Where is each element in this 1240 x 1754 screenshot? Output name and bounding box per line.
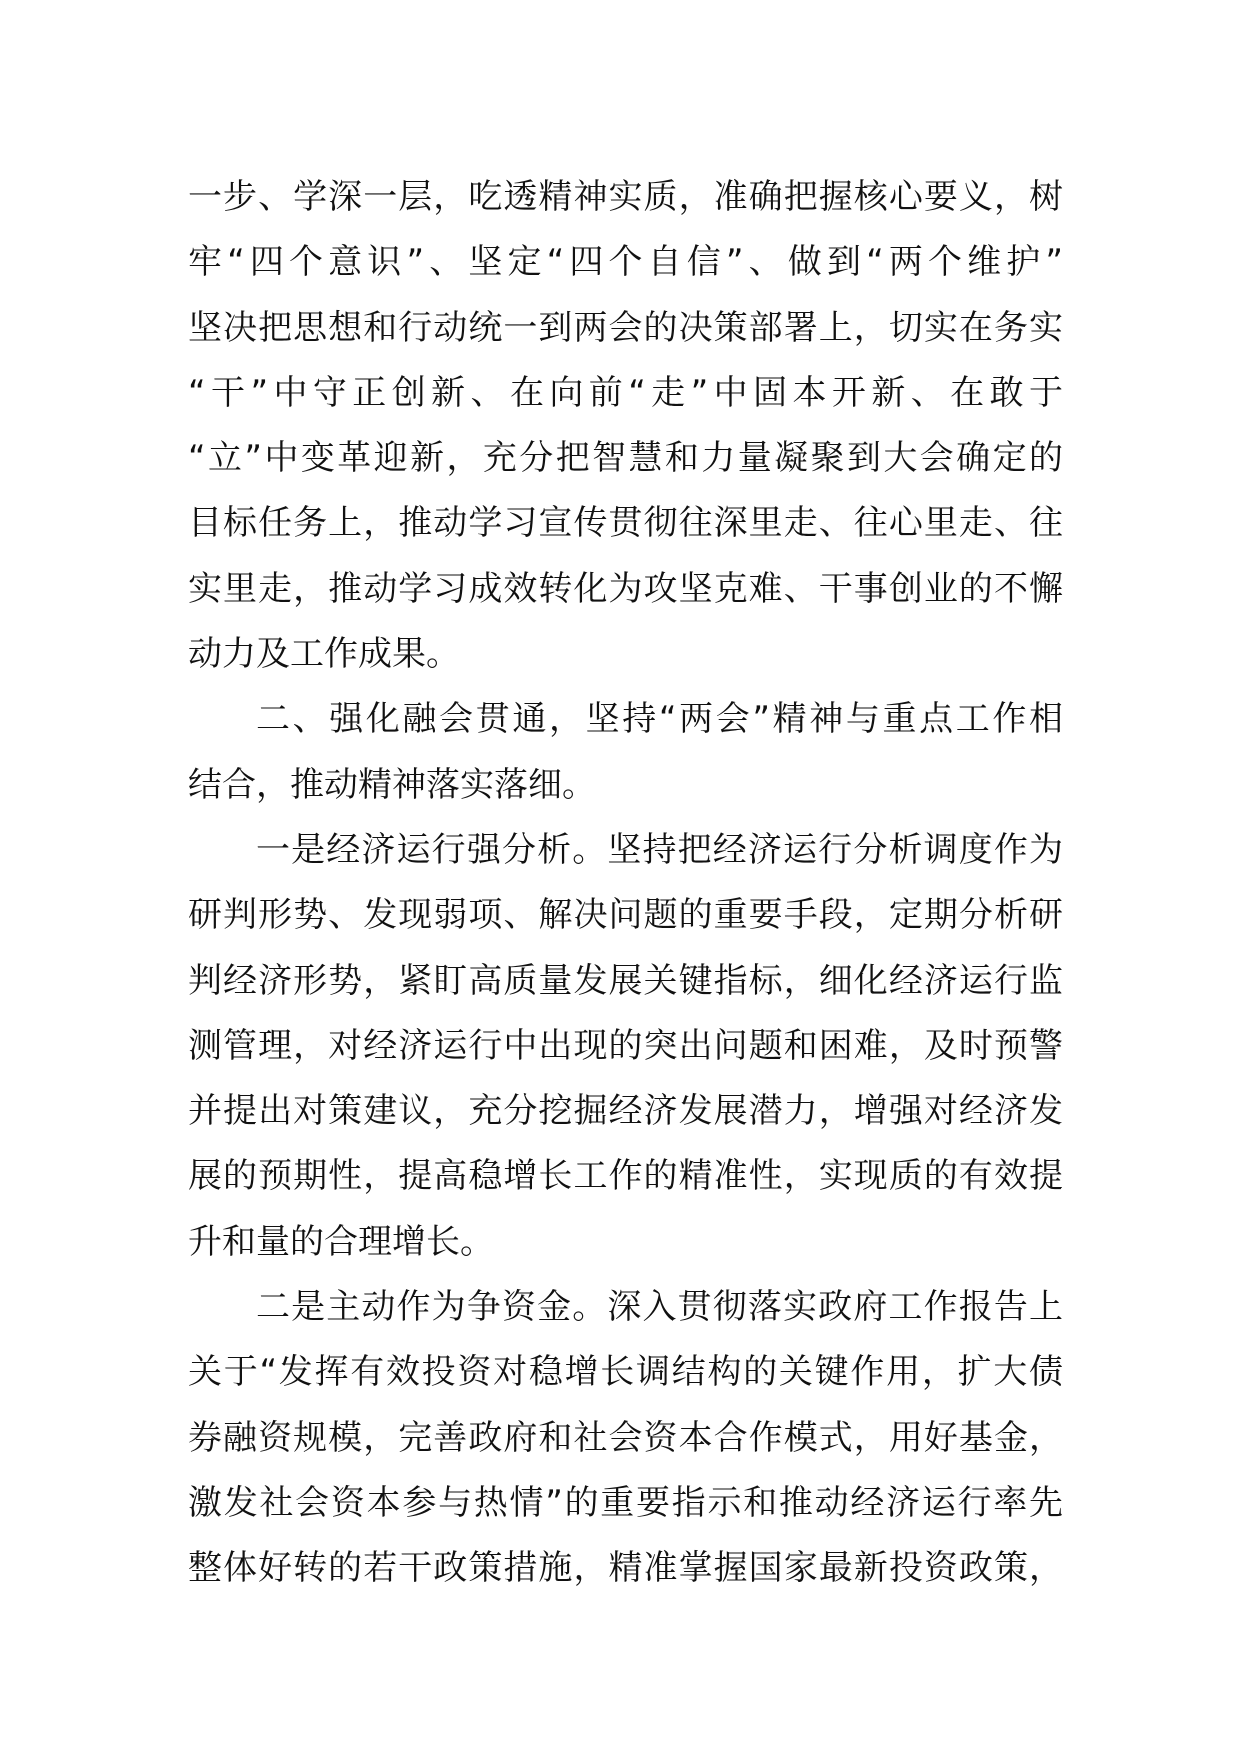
text-line: 券融资规模，完善政府和社会资本合作模式，用好基金， [188, 1417, 1063, 1458]
text-line: 一是经济运行强分析。坚持把经济运行分析调度作为 [256, 829, 1063, 870]
text-line: 测管理，对经济运行中出现的突出问题和困难，及时预警 [188, 1025, 1063, 1066]
text-line: 二、强化融会贯通，坚持“两会”精神与重点工作相 [256, 699, 1063, 740]
text-line: 展的预期性，提高稳增长工作的精准性，实现质的有效提 [188, 1156, 1063, 1197]
text-line: 激发社会资本参与热情”的重要指示和推动经济运行率先 [188, 1482, 1063, 1523]
text-line: 牢“四个意识”、坚定“四个自信”、做到“两个维护” [188, 242, 1063, 283]
document-body [188, 165, 1063, 1602]
text-line: 实里走，推动学习成效转化为攻坚克难、干事创业的不懈 [188, 568, 1063, 609]
text-line: 判经济形势，紧盯高质量发展关键指标，细化经济运行监 [188, 960, 1063, 1001]
text-line: 一步、学深一层，吃透精神实质，准确把握核心要义，树 [188, 177, 1063, 217]
text-line: 关于“发挥有效投资对稳增长调结构的关键作用，扩大债 [188, 1352, 1063, 1393]
text-line: “干”中守正创新、在向前“走”中固本开新、在敢于 [188, 372, 1063, 413]
text-line: 并提出对策建议，充分挖掘经济发展潜力，增强对经济发 [188, 1091, 1063, 1132]
text-line: “立”中变革迎新，充分把智慧和力量凝聚到大会确定的 [188, 438, 1063, 479]
text-line: 升和量的合理增长。 [188, 1221, 494, 1262]
text-line: 动力及工作成果。 [188, 634, 460, 675]
text-line: 结合，推动精神落实落细。 [188, 764, 596, 805]
text-line: 整体好转的若干政策措施，精准掌握国家最新投资政策， [188, 1548, 1063, 1589]
text-line: 坚决把思想和行动统一到两会的决策部署上，切实在务实 [188, 307, 1063, 348]
text-line: 目标任务上，推动学习宣传贯彻往深里走、往心里走、往 [188, 503, 1063, 544]
text-line: 研判形势、发现弱项、解决问题的重要手段，定期分析研 [188, 895, 1063, 936]
text-line: 二是主动作为争资金。深入贯彻落实政府工作报告上 [256, 1287, 1063, 1328]
